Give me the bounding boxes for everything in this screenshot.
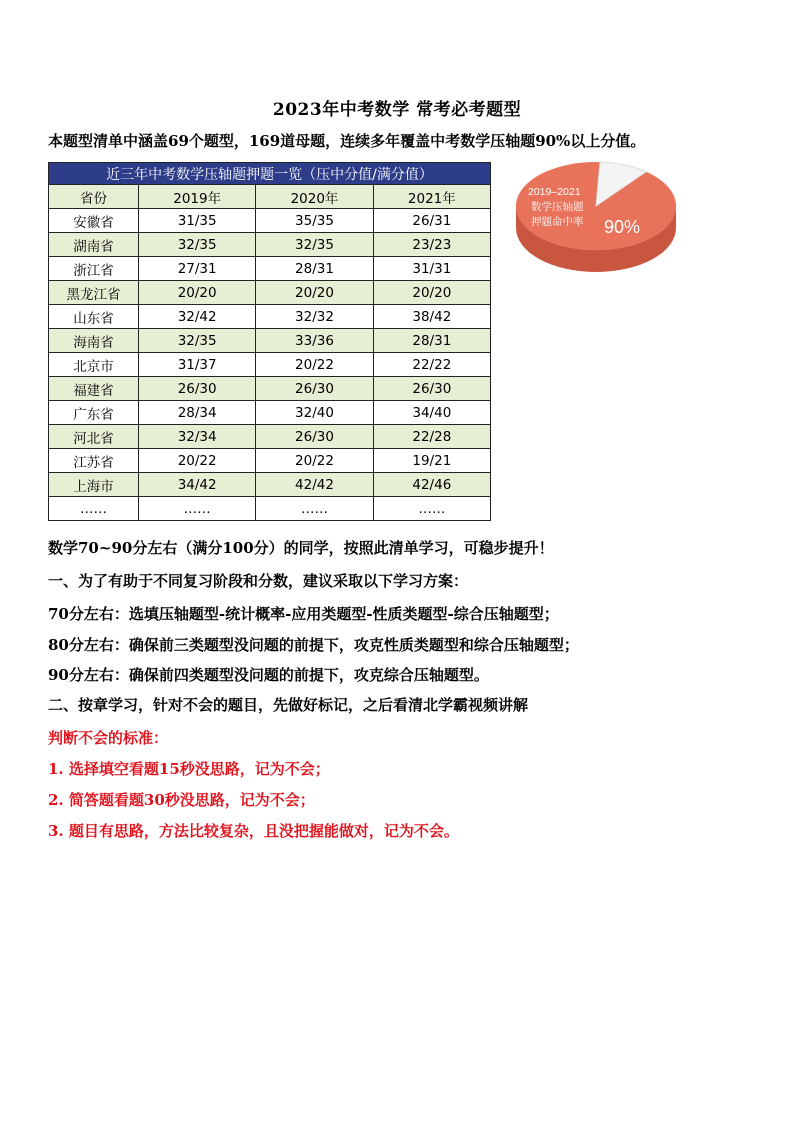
table-cell-score: 38/42 [373,305,490,329]
red-item-1: 1. 选择填空看题15秒没思路，记为不会； [48,760,330,778]
table-cell-score: 31/35 [139,209,256,233]
table-cell-score: 26/30 [373,377,490,401]
table-row [49,209,491,233]
table-cell-score: …… [139,497,256,521]
table-cell-score: 31/37 [139,353,256,377]
body-line-3: 70分左右：选填压轴题型-统计概率-应用类题型-性质类题型-综合压轴题型； [48,605,559,623]
pie-label-rate: 押题命中率 [531,216,584,228]
table-cell-province: 安徽省 [49,209,139,233]
table-cell-score: 32/35 [139,233,256,257]
table-cell-score: 20/22 [139,449,256,473]
table-row [49,473,491,497]
table-cell-score: …… [373,497,490,521]
table-cell-score: …… [256,497,373,521]
header-2021: 2021年 [373,185,490,209]
table-cell-score: 42/46 [373,473,490,497]
table-row [49,233,491,257]
table-cell-score: 32/35 [256,233,373,257]
red-item-2: 2. 简答题看题30秒没思路，记为不会； [48,791,315,809]
red-heading: 判断不会的标准： [48,729,169,747]
table-cell-score: 35/35 [256,209,373,233]
table-cell-score: 32/35 [139,329,256,353]
body-line-1: 数学70~90分左右（满分100分）的同学，按照此清单学习，可稳步提升！ [48,539,554,557]
page-title: 2023年中考数学 常考必考题型 [272,100,522,120]
table-cell-province: …… [49,497,139,521]
table-row [49,257,491,281]
table-cell-province: 海南省 [49,329,139,353]
table-row [49,329,491,353]
header-province: 省份 [49,185,139,209]
table-cell-score: 27/31 [139,257,256,281]
table-cell-score: 23/23 [373,233,490,257]
table-cell-score: 20/22 [256,449,373,473]
table-cell-score: 32/32 [256,305,373,329]
table-row [49,497,491,521]
table-cell-score: 28/34 [139,401,256,425]
pie-percent: 90% [604,217,641,237]
table-caption: 近三年中考数学压轴题押题一览（压中分值/满分值） [49,163,491,185]
table-cell-score: 26/31 [373,209,490,233]
table-header-row [49,185,491,209]
table-cell-province: 江苏省 [49,449,139,473]
table-cell-score: 26/30 [256,425,373,449]
table-cell-score: 20/20 [256,281,373,305]
red-item-3: 3. 题目有思路，方法比较复杂，且没把握能做对，记为不会。 [48,822,459,840]
intro-text: 本题型清单中涵盖69个题型，169道母题，连续多年覆盖中考数学压轴题90%以上分值。 [48,132,646,150]
table-row [49,401,491,425]
table-cell-province: 河北省 [49,425,139,449]
hit-rate-pie-chart [514,158,686,276]
table-cell-province: 山东省 [49,305,139,329]
table-cell-province: 湖南省 [49,233,139,257]
table-cell-score: 33/36 [256,329,373,353]
score-table [48,162,491,521]
table-cell-score: 32/42 [139,305,256,329]
table-cell-score: 34/42 [139,473,256,497]
table-row [49,425,491,449]
table-row [49,305,491,329]
table-cell-score: 34/40 [373,401,490,425]
table-cell-score: 32/34 [139,425,256,449]
table-cell-province: 上海市 [49,473,139,497]
table-row [49,353,491,377]
table-cell-score: 28/31 [256,257,373,281]
body-line-5: 90分左右：确保前四类题型没问题的前提下，攻克综合压轴题型。 [48,666,489,684]
table-cell-score: 20/22 [256,353,373,377]
table-row [49,449,491,473]
table-cell-score: 26/30 [256,377,373,401]
table-cell-score: 32/40 [256,401,373,425]
pie-label-years: 2019–2021 [528,186,581,198]
header-2020: 2020年 [256,185,373,209]
table-cell-province: 北京市 [49,353,139,377]
table-cell-score: 22/28 [373,425,490,449]
table-row [49,377,491,401]
table-cell-score: 22/22 [373,353,490,377]
table-row [49,281,491,305]
body-line-4: 80分左右：确保前三类题型没问题的前提下，攻克性质类题型和综合压轴题型； [48,636,579,654]
table-cell-score: 26/30 [139,377,256,401]
table-cell-score: 19/21 [373,449,490,473]
pie-label-topic: 数学压轴题 [531,201,584,213]
table-cell-score: 42/42 [256,473,373,497]
body-line-6: 二、按章学习，针对不会的题目，先做好标记，之后看清北学霸视频讲解 [48,696,529,714]
table-cell-province: 浙江省 [49,257,139,281]
table-cell-score: 31/31 [373,257,490,281]
body-line-2: 一、为了有助于不同复习阶段和分数，建议采取以下学习方案： [48,572,469,590]
table-cell-score: 28/31 [373,329,490,353]
table-cell-score: 20/20 [373,281,490,305]
header-2019: 2019年 [139,185,256,209]
table-cell-province: 广东省 [49,401,139,425]
table-cell-score: 20/20 [139,281,256,305]
table-cell-province: 黑龙江省 [49,281,139,305]
table-cell-province: 福建省 [49,377,139,401]
